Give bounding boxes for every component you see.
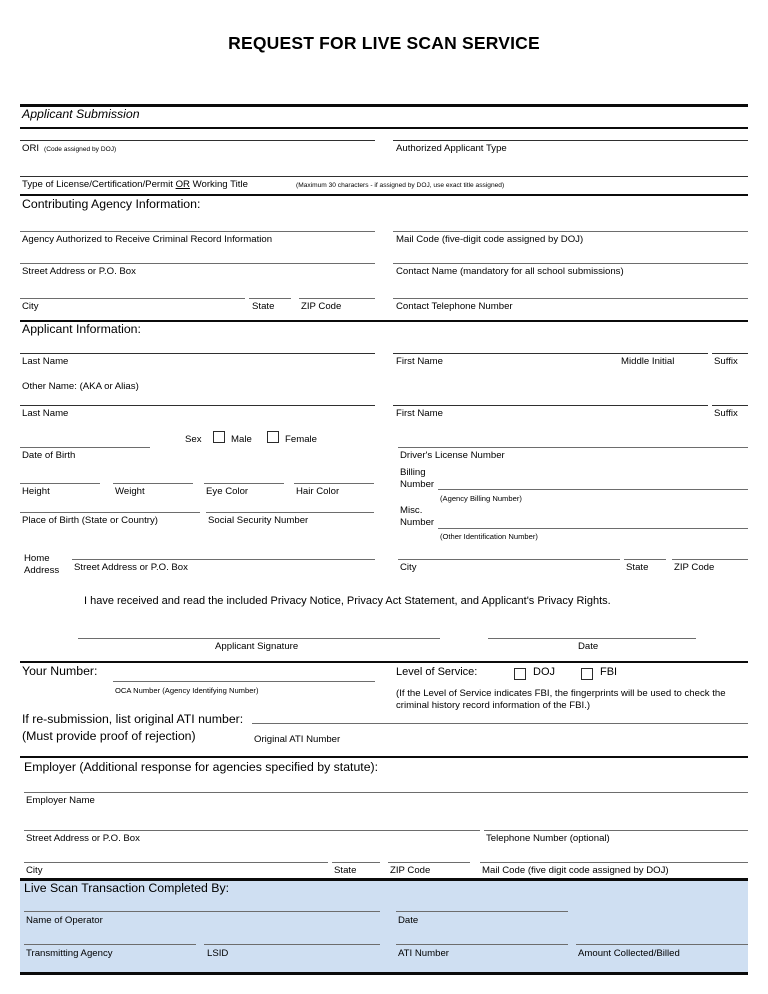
agency-city-input-line[interactable] xyxy=(20,298,245,299)
level-of-service-fbi-label: FBI xyxy=(600,666,618,678)
misc-number-hint: (Other Identification Number) xyxy=(440,532,538,541)
original-ati-input-line[interactable] xyxy=(252,723,748,724)
height-label: Height xyxy=(22,486,50,497)
signature-date-input-line[interactable] xyxy=(488,638,696,639)
social-security-input-line[interactable] xyxy=(206,512,374,513)
hair-color-label: Hair Color xyxy=(296,486,340,497)
divider-live-scan-bottom xyxy=(20,972,748,975)
ati-number-label: ATI Number xyxy=(398,948,449,959)
agency-zip-label: ZIP Code xyxy=(301,301,342,312)
first-name-input-line[interactable] xyxy=(393,353,708,354)
divider-your-number xyxy=(20,661,748,663)
agency-street-label: Street Address or P.O. Box xyxy=(22,266,136,277)
resubmission-label-line1: If re-submission, list original ATI number: xyxy=(22,712,244,726)
resubmission-label-line2: (Must provide proof of rejection) xyxy=(22,729,196,743)
aka-suffix-input-line[interactable] xyxy=(712,405,748,406)
divider-contributing-agency xyxy=(20,194,748,196)
employer-state-input-line[interactable] xyxy=(332,862,380,863)
weight-label: Weight xyxy=(115,486,145,497)
sex-male-checkbox[interactable] xyxy=(213,431,225,443)
section-applicant-submission-label: Applicant Submission xyxy=(22,107,140,121)
lsid-label: LSID xyxy=(207,948,229,959)
employer-street-label: Street Address or P.O. Box xyxy=(26,833,140,844)
social-security-label: Social Security Number xyxy=(208,515,309,526)
agency-mail-code-input-line[interactable] xyxy=(393,231,748,232)
employer-name-input-line[interactable] xyxy=(24,792,748,793)
misc-number-label-line2: Number xyxy=(400,517,435,528)
home-street-input-line[interactable] xyxy=(72,559,375,560)
amount-collected-input-line[interactable] xyxy=(576,944,748,945)
employer-street-input-line[interactable] xyxy=(24,830,480,831)
eye-color-input-line[interactable] xyxy=(204,483,284,484)
drivers-license-input-line[interactable] xyxy=(398,447,748,448)
date-of-birth-input-line[interactable] xyxy=(20,447,150,448)
employer-city-input-line[interactable] xyxy=(24,862,328,863)
applicant-signature-label: Applicant Signature xyxy=(215,641,299,652)
level-of-service-label: Level of Service: xyxy=(396,666,478,678)
section-live-scan-label: Live Scan Transaction Completed By: xyxy=(24,881,230,895)
sex-female-label: Female xyxy=(285,434,317,445)
employer-zip-input-line[interactable] xyxy=(388,862,470,863)
employer-state-label: State xyxy=(334,865,357,876)
home-address-label-line2: Address xyxy=(24,565,60,576)
signature-date-label: Date xyxy=(578,641,599,652)
last-name-input-line[interactable] xyxy=(20,353,375,354)
drivers-license-label: Driver's License Number xyxy=(400,450,505,461)
type-of-license-label: Type of License/Certification/Permit OR Working Title xyxy=(22,179,248,190)
billing-number-hint: (Agency Billing Number) xyxy=(440,494,522,503)
home-zip-input-line[interactable] xyxy=(672,559,748,560)
applicant-signature-input-line[interactable] xyxy=(78,638,440,639)
sex-female-checkbox[interactable] xyxy=(267,431,279,443)
ori-hint: (Code assigned by DOJ) xyxy=(44,146,117,153)
eye-color-label: Eye Color xyxy=(206,486,249,497)
misc-number-label-line1: Misc. xyxy=(400,505,423,516)
agency-mail-code-label: Mail Code (five-digit code assigned by DOJ) xyxy=(396,234,584,245)
section-applicant-information-label: Applicant Information: xyxy=(22,322,141,336)
agency-telephone-input-line[interactable] xyxy=(393,298,748,299)
aka-last-name-input-line[interactable] xyxy=(20,405,375,406)
level-of-service-doj-checkbox[interactable] xyxy=(514,668,526,680)
aka-first-name-label: First Name xyxy=(396,408,443,419)
place-of-birth-input-line[interactable] xyxy=(20,512,200,513)
privacy-statement: I have received and read the included Privacy Notice, Privacy Act Statement, and Applicant's Privacy Rights. xyxy=(84,595,611,607)
name-of-operator-label: Name of Operator xyxy=(26,915,103,926)
ori-label: ORI xyxy=(22,143,40,154)
home-street-label: Street Address or P.O. Box xyxy=(74,562,188,573)
agency-street-input-line[interactable] xyxy=(20,263,375,264)
original-ati-label: Original ATI Number xyxy=(254,734,341,745)
sex-male-label: Male xyxy=(231,434,252,445)
amount-collected-label: Amount Collected/Billed xyxy=(578,948,680,959)
misc-number-input-line[interactable] xyxy=(438,528,748,529)
ati-number-input-line[interactable] xyxy=(396,944,568,945)
home-state-label: State xyxy=(626,562,649,573)
your-number-input-line[interactable] xyxy=(113,681,375,682)
agency-city-label: City xyxy=(22,301,39,312)
date-of-birth-label: Date of Birth xyxy=(22,450,76,461)
employer-mail-code-label: Mail Code (five digit code assigned by DOJ) xyxy=(482,865,669,876)
billing-number-label-line2: Number xyxy=(400,479,435,490)
authorized-applicant-type-label: Authorized Applicant Type xyxy=(396,143,507,154)
agency-state-input-line[interactable] xyxy=(249,298,291,299)
agency-authorized-input-line[interactable] xyxy=(20,231,375,232)
agency-telephone-label: Contact Telephone Number xyxy=(396,301,513,312)
first-name-label: First Name xyxy=(396,356,443,367)
employer-zip-label: ZIP Code xyxy=(390,865,431,876)
sex-label: Sex xyxy=(185,434,202,445)
home-zip-label: ZIP Code xyxy=(674,562,715,573)
home-address-label-line1: Home xyxy=(24,553,50,564)
lsid-input-line[interactable] xyxy=(204,944,380,945)
fbi-note-line2: criminal history record information of the FBI.) xyxy=(396,700,591,711)
height-input-line[interactable] xyxy=(20,483,100,484)
agency-zip-input-line[interactable] xyxy=(299,298,375,299)
live-scan-date-label: Date xyxy=(398,915,419,926)
type-of-license-hint: (Maximum 30 characters - if assigned by DOJ, use exact title assigned) xyxy=(296,182,505,189)
page-title: REQUEST FOR LIVE SCAN SERVICE xyxy=(228,33,540,53)
live-scan-date-input-line[interactable] xyxy=(396,911,568,912)
employer-city-label: City xyxy=(26,865,43,876)
section-employer-label: Employer (Additional response for agencies specified by statute): xyxy=(24,760,379,774)
middle-initial-label: Middle Initial xyxy=(621,356,675,367)
your-number-label: Your Number: xyxy=(22,664,98,678)
other-name-label: Other Name: (AKA or Alias) xyxy=(22,381,139,392)
suffix-label: Suffix xyxy=(714,356,738,367)
agency-contact-name-label: Contact Name (mandatory for all school submissions) xyxy=(396,266,624,277)
weight-input-line[interactable] xyxy=(113,483,193,484)
section-contributing-agency-label: Contributing Agency Information: xyxy=(22,197,201,211)
divider-applicant-submission xyxy=(20,127,748,129)
agency-contact-name-input-line[interactable] xyxy=(393,263,748,264)
employer-name-label: Employer Name xyxy=(26,795,95,806)
your-number-hint: OCA Number (Agency Identifying Number) xyxy=(115,686,259,695)
home-city-label: City xyxy=(400,562,417,573)
agency-state-label: State xyxy=(252,301,275,312)
home-city-input-line[interactable] xyxy=(398,559,620,560)
aka-first-name-input-line[interactable] xyxy=(393,405,708,406)
suffix-input-line[interactable] xyxy=(712,353,748,354)
employer-mail-code-input-line[interactable] xyxy=(480,862,748,863)
home-state-input-line[interactable] xyxy=(624,559,666,560)
place-of-birth-label: Place of Birth (State or Country) xyxy=(22,515,158,526)
billing-number-input-line[interactable] xyxy=(438,489,748,490)
agency-authorized-label: Agency Authorized to Receive Criminal Record Information xyxy=(22,234,273,245)
last-name-label: Last Name xyxy=(22,356,69,367)
employer-telephone-input-line[interactable] xyxy=(484,830,748,831)
aka-last-name-label: Last Name xyxy=(22,408,69,419)
divider-employer xyxy=(20,756,748,758)
aka-suffix-label: Suffix xyxy=(714,408,738,419)
authorized-applicant-type-input-line[interactable] xyxy=(393,140,748,141)
transmitting-agency-input-line[interactable] xyxy=(24,944,196,945)
type-of-license-input-line[interactable] xyxy=(20,176,748,177)
name-of-operator-input-line[interactable] xyxy=(24,911,380,912)
level-of-service-fbi-checkbox[interactable] xyxy=(581,668,593,680)
billing-number-label-line1: Billing xyxy=(400,467,426,478)
employer-telephone-label: Telephone Number (optional) xyxy=(486,833,610,844)
hair-color-input-line[interactable] xyxy=(294,483,374,484)
transmitting-agency-label: Transmitting Agency xyxy=(26,948,113,959)
ori-input-line[interactable] xyxy=(20,140,375,141)
fbi-note-line1: (If the Level of Service indicates FBI, the fingerprints will be used to check the xyxy=(396,688,726,699)
level-of-service-doj-label: DOJ xyxy=(533,666,555,678)
